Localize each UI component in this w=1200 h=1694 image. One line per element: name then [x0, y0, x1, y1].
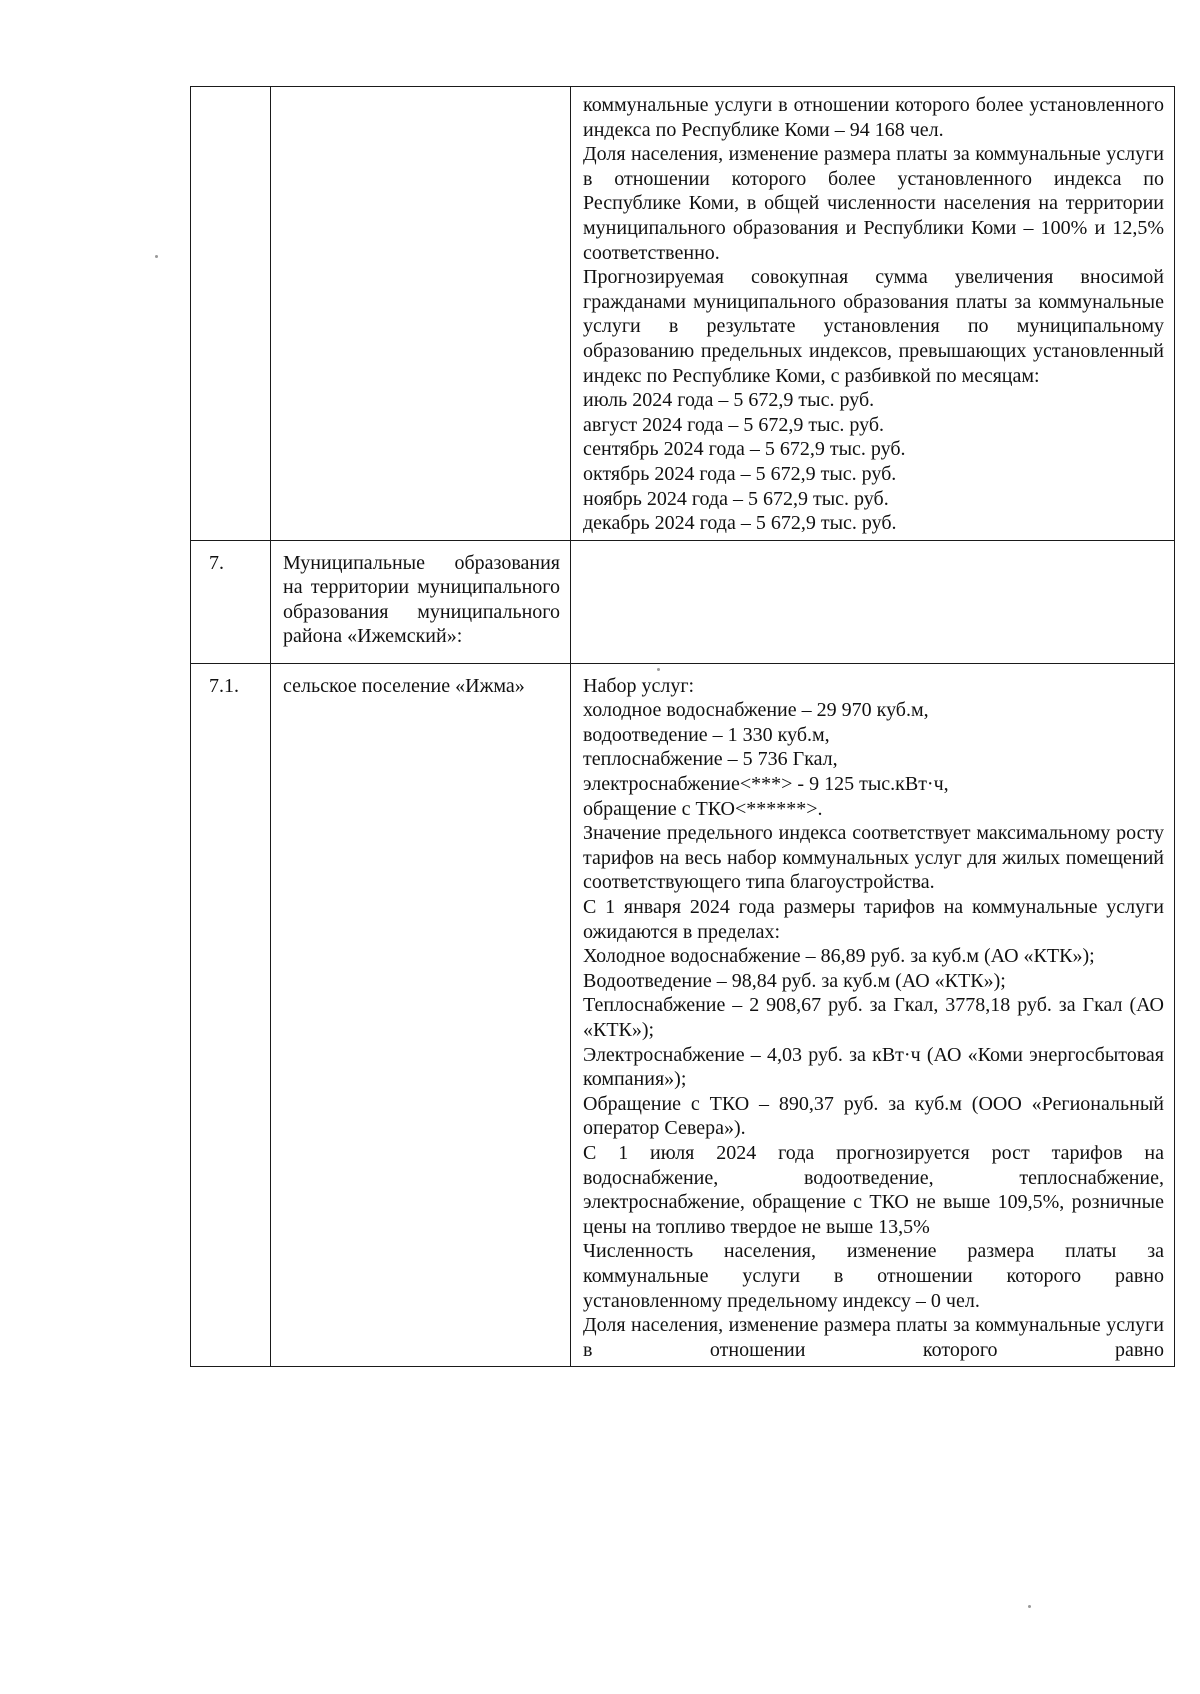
paragraph: С 1 июля 2024 года прогнозируется рост тарифов на водоснабжение, водоотведение, теплоснабжение, электроснабжение, обращение с ТКО не выше 109,5%, розничные цены на топливо твердое не выше 13,5%: [583, 1141, 1164, 1238]
service-line: обращение с ТКО<******>.: [583, 797, 823, 820]
table-row: [191, 87, 1175, 541]
service-line: теплоснабжение – 5 736 Гкал,: [583, 748, 838, 771]
row-number-cell: [191, 87, 271, 541]
scan-speck: [155, 255, 158, 258]
paragraph: Доля населения, изменение размера платы за коммунальные услуги в отношении которого равно: [583, 1314, 1164, 1361]
service-line: водоотведение – 1 330 куб.м,: [583, 723, 830, 746]
month-line: август 2024 года – 5 672,9 тыс. руб.: [583, 413, 885, 436]
row-number-cell: 7.: [191, 540, 271, 663]
paragraph: Прогнозируемая совокупная сумма увеличения вносимой гражданами муниципального образования платы за коммунальные услуги в результате установления по муниципальному образованию предельных индексов, превышающих установленный индекс по Республике Коми, с разбивкой по месяцам:: [583, 266, 1164, 387]
month-line: ноябрь 2024 года – 5 672,9 тыс. руб.: [583, 487, 889, 510]
paragraph: Численность населения, изменение размера платы за коммунальные услуги в отношении которого равно установленному предельному индексу – 0 чел.: [583, 1240, 1164, 1312]
service-line: Набор услуг:: [583, 674, 695, 697]
tariff-table: [190, 86, 1175, 1367]
row-description-cell: [571, 663, 1175, 1367]
row-description-cell: [571, 540, 1175, 663]
row-name-cell: [271, 87, 571, 541]
table-row: [191, 540, 1175, 663]
paragraph: С 1 января 2024 года размеры тарифов на коммунальные услуги ожидаются в пределах:: [583, 896, 1164, 943]
scan-speck: [657, 668, 660, 671]
service-line: холодное водоснабжение – 29 970 куб.м,: [583, 699, 929, 722]
row-name-text: Муниципальные образования на территории муниципального образования муниципального района «Ижемский»:: [283, 551, 560, 648]
month-line: декабрь 2024 года – 5 672,9 тыс. руб.: [583, 512, 897, 535]
paragraph: Обращение с ТКО – 890,37 руб. за куб.м (ООО «Региональный оператор Севера»).: [583, 1092, 1164, 1140]
paragraph: коммунальные услуги в отношении которого более установленного индекса по Республике Коми – 94 168 чел.: [583, 94, 1164, 141]
row-name-cell: сельское поселение «Ижма»: [271, 663, 571, 1367]
paragraph: Водоотведение – 98,84 руб. за куб.м (АО «КТК»);: [583, 969, 1006, 992]
month-line: сентябрь 2024 года – 5 672,9 тыс. руб.: [583, 438, 906, 461]
row-description-cell: [571, 87, 1175, 541]
paragraph: Теплоснабжение – 2 908,67 руб. за Гкал, 3778,18 руб. за Гкал (АО «КТК»);: [583, 994, 1164, 1041]
paragraph: Значение предельного индекса соответствует максимальному росту тарифов на весь набор коммунальных услуг для жилых помещений соответствующего типа благоустройства.: [583, 822, 1164, 894]
paragraph: Холодное водоснабжение – 86,89 руб. за куб.м (АО «КТК»);: [583, 945, 1095, 968]
row-number-cell: 7.1.: [191, 663, 271, 1367]
paragraph: Электроснабжение – 4,03 руб. за кВт·ч (АО «Коми энергосбытовая компания»);: [583, 1043, 1164, 1091]
service-line: электроснабжение<***> - 9 125 тыс.кВт·ч,: [583, 773, 949, 796]
table-row: [191, 663, 1175, 1367]
row-name-cell: [271, 540, 571, 663]
month-line: июль 2024 года – 5 672,9 тыс. руб.: [583, 389, 875, 412]
paragraph: Доля населения, изменение размера платы за коммунальные услуги в отношении которого более установленного индекса по Республике Коми, в общей численности населения на территории муниципального образования и Республики Коми – 100% и 12,5% соответственно.: [583, 143, 1164, 264]
month-line: октябрь 2024 года – 5 672,9 тыс. руб.: [583, 462, 897, 485]
scan-speck: [1028, 1605, 1031, 1608]
